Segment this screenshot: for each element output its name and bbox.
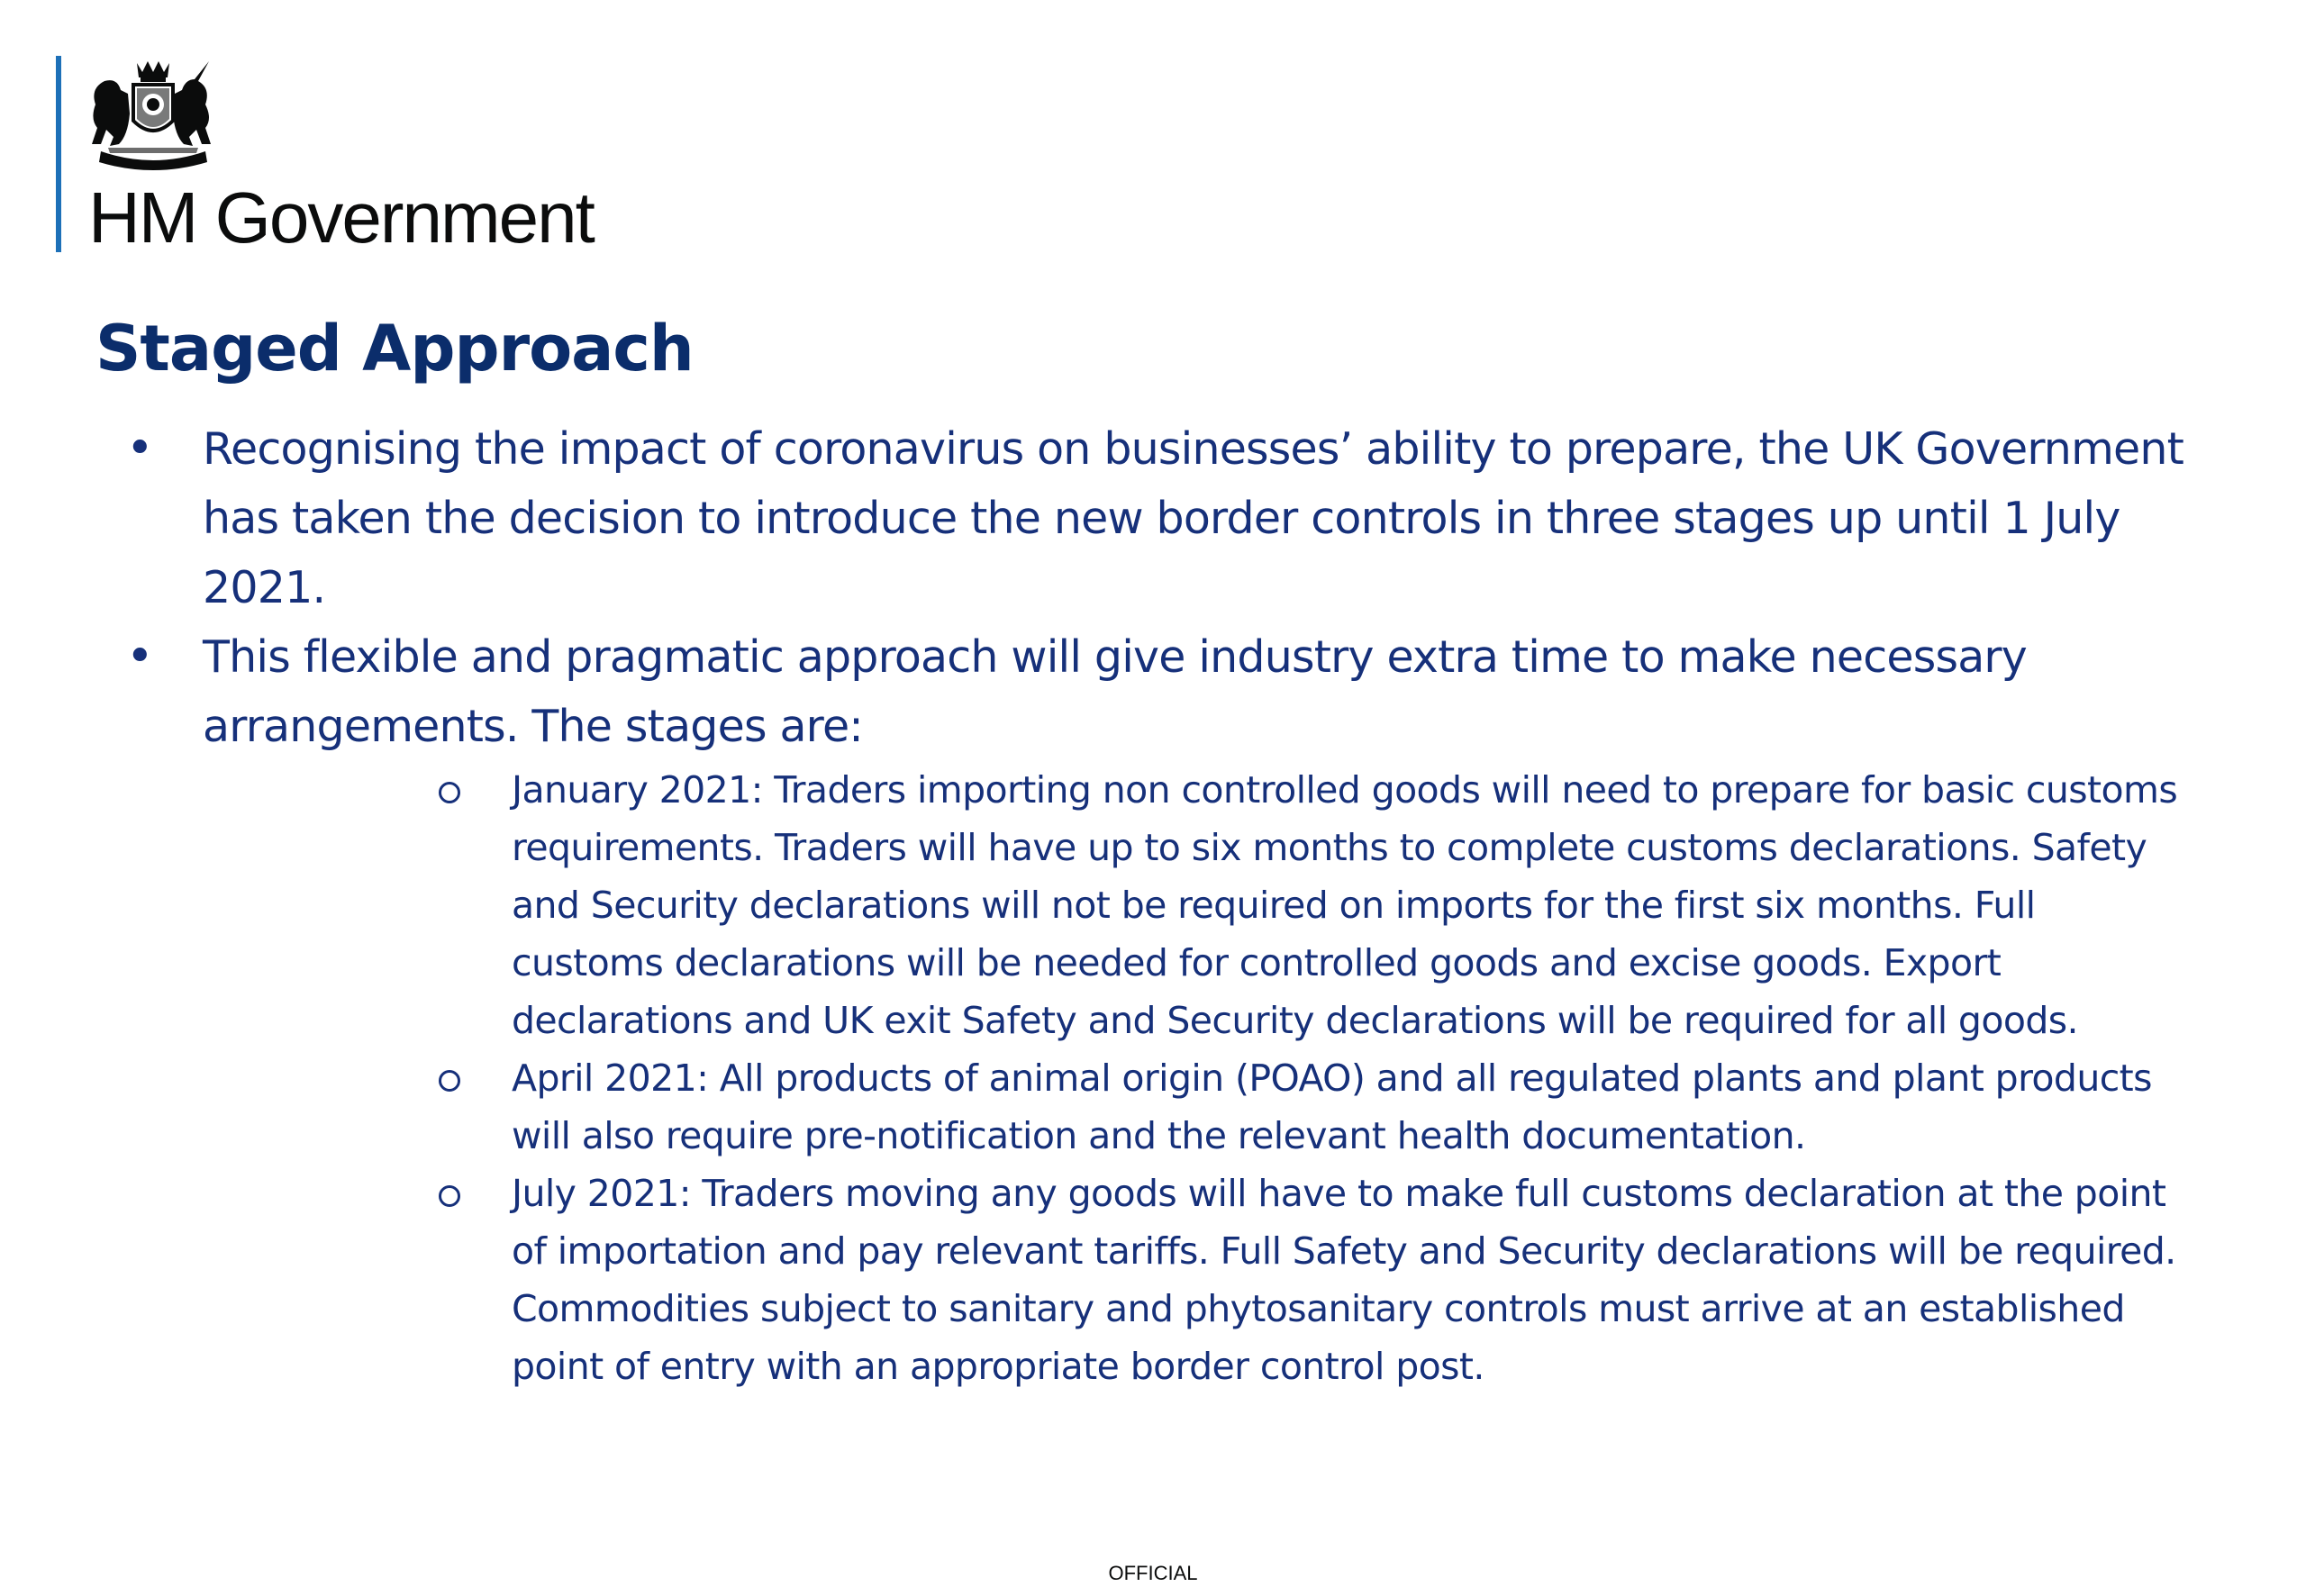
header-accent-bar [56,56,61,252]
bullet-text: This flexible and pragmatic approach will give industry extra time to make necessary arrangements. The stages are: [203,631,2027,752]
bullet-dot-icon: • [126,630,153,684]
sub-bullet-text: July 2021: Traders moving any goods will have to make full customs declaration at the point of importation and pay relevant tariffs. Full Safety and Security declarations will be required. Commodities subject to sanitary and phytosanitary controls must arrive at an established point of entry with an appropriate border control post. [512,1172,2176,1388]
brand-wordmark: HM Government [88,177,594,258]
sub-bullet-item-january [203,761,2216,1049]
royal-coat-of-arms-icon [83,58,218,175]
bullet-text: Recognising the impact of coronavirus on businesses’ ability to prepare, the UK Government has taken the decision to introduce the new border controls in three stages up until 1 July 2021. [203,423,2184,613]
hollow-circle-bullet-icon [439,1070,460,1092]
bullet-item [0,622,2306,1395]
bullet-list [0,414,2306,1395]
bullet-dot-icon: • [126,422,153,476]
sub-bullet-list [203,761,2216,1395]
sub-bullet-item-april [203,1049,2216,1165]
hollow-circle-bullet-icon [439,1185,460,1207]
slide-title: Staged Approach [95,312,694,385]
sub-bullet-text: January 2021: Traders importing non controlled goods will need to prepare for basic customs requirements. Traders will have up to six months to complete customs declarations. Safety and Security declarations will not be required on imports for the first six months. Full customs declarations will be needed for controlled goods and excise goods. Export declarations and UK exit Safety and Security declarations will be required for all goods. [512,768,2178,1042]
bullet-item [0,414,2306,622]
slide-content [0,414,2306,1395]
sub-bullet-item-july [203,1165,2216,1395]
classification-footer: OFFICIAL [1108,1562,1198,1584]
hollow-circle-bullet-icon [439,782,460,803]
sub-bullet-text: April 2021: All products of animal origin (POAO) and all regulated plants and plant products will also require pre-notification and the relevant health documentation. [512,1056,2152,1157]
